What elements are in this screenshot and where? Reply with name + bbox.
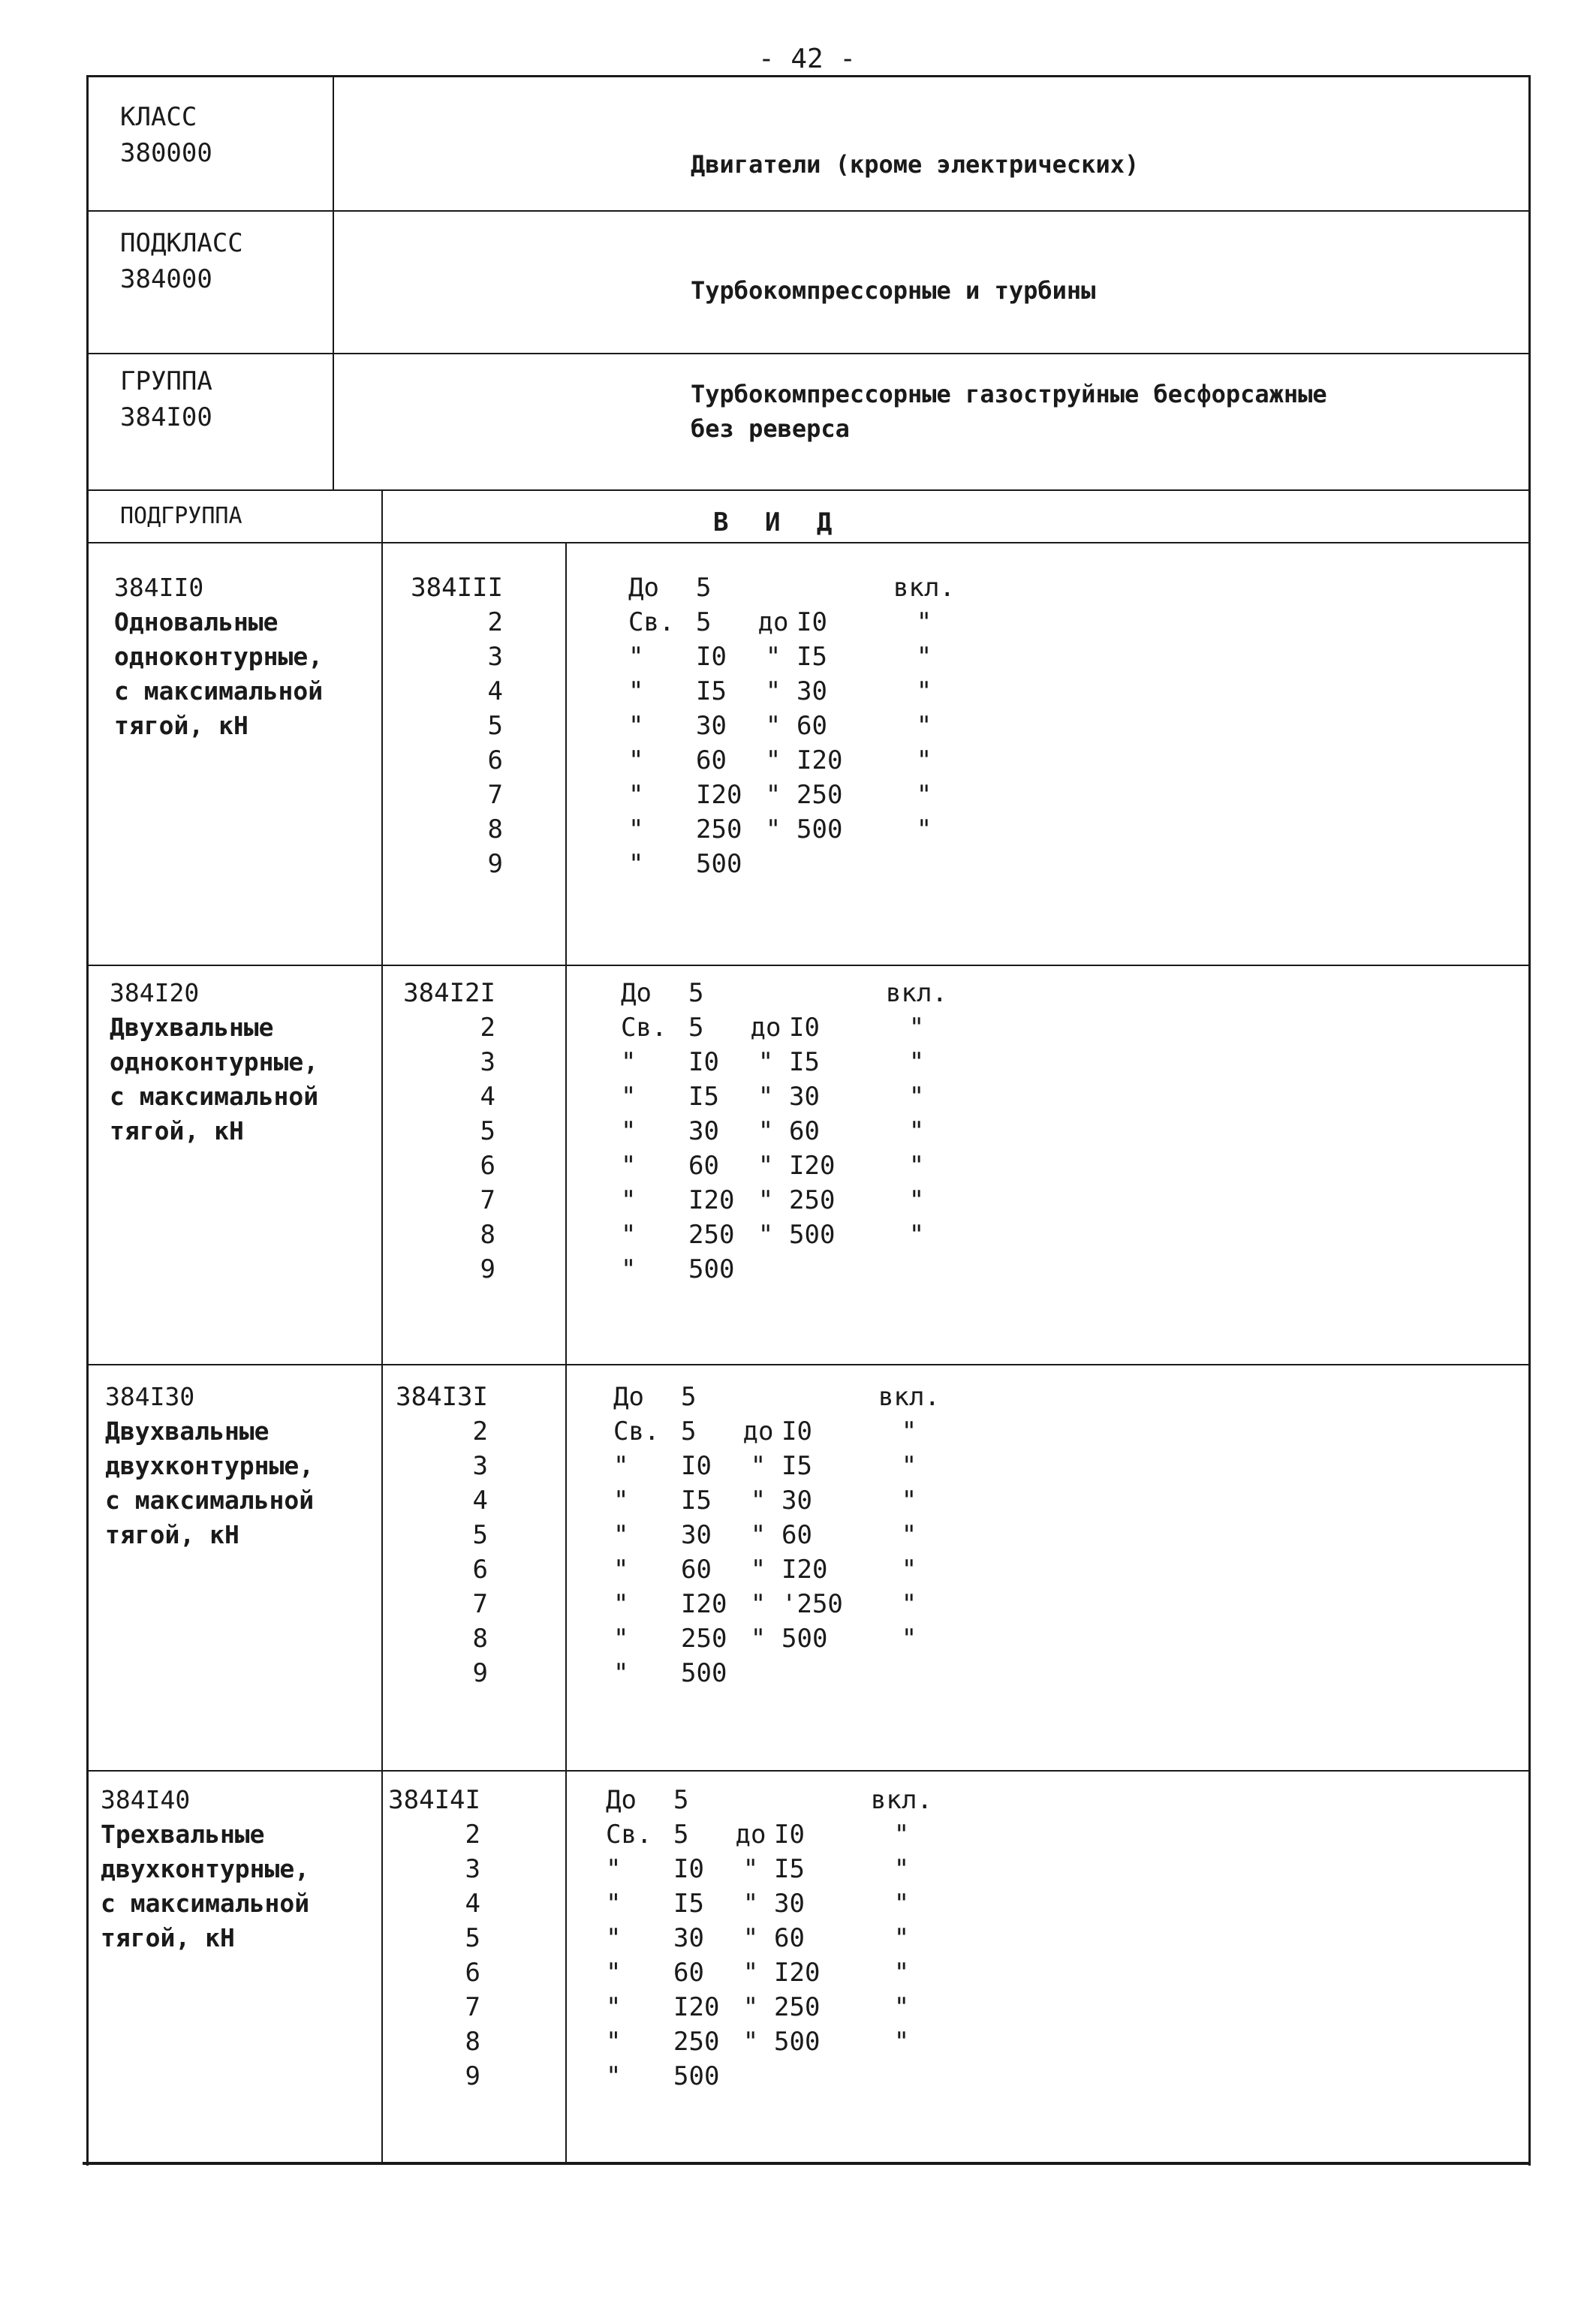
kind-range-part: " [621, 1116, 637, 1146]
kind-range-part: " [765, 642, 781, 672]
subgroup-description-line: одноконтурные, [114, 642, 324, 671]
kind-code: 6 [480, 1151, 495, 1181]
kind-code: 384I4I [388, 1785, 480, 1815]
subgroup-description-line: с максимальной [101, 1889, 310, 1918]
kind-range [606, 1955, 962, 1990]
subgroup-description [114, 570, 323, 743]
kind-range-part: вкл. [886, 978, 947, 1008]
kind-range [613, 1518, 969, 1552]
kind-range-part: 30 [781, 1486, 812, 1516]
kind-range-part: " [916, 814, 932, 844]
kind-code: 4 [472, 1486, 488, 1516]
subgroup-code: 384II0 [114, 573, 204, 602]
kind-range-part: вкл. [871, 1785, 932, 1815]
subclass-title: Турбокомпрессорные и турбины [691, 276, 1096, 305]
kind-range-part: I5 [774, 1854, 805, 1884]
kind-range-part: 250 [789, 1185, 836, 1215]
kind-range-part: 500 [774, 2027, 821, 2057]
kind-range-part: 5 [673, 1820, 689, 1850]
subgroup-code: 384I40 [101, 1785, 191, 1814]
kind-range-part: " [742, 1923, 759, 1953]
kind-range-part: вкл. [893, 573, 955, 603]
kind-range-part: " [908, 1116, 925, 1146]
kind-code: 5 [472, 1520, 488, 1550]
subgroup-description-line: Двухвальные [105, 1416, 270, 1446]
subclass-label-cell [120, 225, 243, 297]
kind-range-part: " [916, 642, 932, 672]
kind-range-part: 250 [673, 2027, 720, 2057]
kind-range-part: " [750, 1451, 766, 1481]
kind-range-part: " [613, 1624, 629, 1654]
kind-range-part: До [613, 1382, 644, 1412]
kind-range-part: " [916, 780, 932, 810]
kind-range-part: " [757, 1082, 774, 1112]
kind-range-part: " [908, 1185, 925, 1215]
kind-range-part: " [893, 2027, 910, 2057]
subgroup-description-line: с максимальной [114, 676, 324, 706]
class-label: КЛАСС [120, 102, 197, 132]
class-title: Двигатели (кроме электрических) [691, 150, 1140, 179]
kind-range-part: I20 [681, 1589, 727, 1619]
kind-code: 5 [480, 1116, 495, 1146]
kind-range-part: " [901, 1555, 917, 1585]
kind-code: 4 [465, 1889, 480, 1919]
kind-range-part: " [628, 676, 644, 706]
kind-range-part: " [893, 1854, 910, 1884]
kind-range [606, 2059, 962, 2094]
kind-range-part: I0 [781, 1416, 812, 1447]
kind-range-part: " [606, 1889, 622, 1919]
kind-range-part: 250 [696, 814, 742, 844]
kind-range-part: 30 [688, 1116, 719, 1146]
kind-range-part: " [765, 814, 781, 844]
kind-range [613, 1449, 969, 1483]
kind-range-part: " [606, 2061, 622, 2091]
kind-range-part: вкл. [878, 1382, 940, 1412]
kind-range-part: " [628, 711, 644, 741]
kind-range-part: " [893, 1923, 910, 1953]
kind-range-part: " [901, 1624, 917, 1654]
kind-range-part: 500 [681, 1658, 727, 1688]
kind-range-part: До [606, 1785, 637, 1815]
group-code: 384I00 [120, 402, 212, 432]
subgroup-description [105, 1380, 314, 1552]
kind-range-part: " [893, 1958, 910, 1988]
kind-range-part: I5 [781, 1451, 812, 1481]
kind-range-part: " [613, 1555, 629, 1585]
kind-range-part: 5 [688, 978, 704, 1008]
kind-range [621, 1114, 977, 1148]
kind-range-part: " [742, 2027, 759, 2057]
kind-range-part: 5 [688, 1013, 704, 1043]
kind-range-part: 60 [789, 1116, 820, 1146]
kind-range-part: 30 [796, 676, 827, 706]
kind-range-part: I5 [681, 1486, 712, 1516]
kind-range [628, 847, 984, 881]
kind-range-part: " [628, 814, 644, 844]
kind-range-part: I0 [681, 1451, 712, 1481]
kind-range-part: до [735, 1820, 766, 1850]
kind-range-part: 60 [796, 711, 827, 741]
kind-range-part: " [613, 1520, 629, 1550]
subgroup-code: 384I20 [110, 978, 200, 1007]
kind-range-part: Св. [613, 1416, 660, 1447]
kind-code: 6 [472, 1555, 488, 1585]
kind-range [606, 1783, 962, 1817]
kind-range-part: " [908, 1082, 925, 1112]
kind-range [628, 605, 984, 640]
kind-range [628, 743, 984, 778]
kind-code: 6 [465, 1958, 480, 1988]
kind-range-part: 5 [696, 607, 712, 637]
subclass-label: ПОДКЛАСС [120, 228, 243, 258]
kind-range-part: до [757, 607, 789, 637]
kind-range-part: 30 [673, 1923, 704, 1953]
kind-range-part: I5 [796, 642, 827, 672]
subgroup-code: 384I30 [105, 1382, 195, 1411]
kind-range-part: " [757, 1151, 774, 1181]
kind-range-part: Св. [606, 1820, 652, 1850]
kind-range-part: " [750, 1555, 766, 1585]
kind-code: 384III [411, 573, 503, 603]
kind-range-part: 60 [696, 745, 727, 775]
kind-range-part: 5 [673, 1785, 689, 1815]
subgroup-description [110, 976, 318, 1148]
kind-range-part: I0 [774, 1820, 805, 1850]
kind-code: 6 [487, 745, 503, 775]
kind-range [613, 1621, 969, 1656]
kind-range-part: 500 [796, 814, 843, 844]
kind-range-part: " [765, 676, 781, 706]
kind-range-part: " [628, 745, 644, 775]
kind-range-part: " [901, 1520, 917, 1550]
kind-range-part: " [621, 1151, 637, 1181]
kind-range [628, 709, 984, 743]
kind-range-part: " [916, 745, 932, 775]
kind-range-part: 500 [781, 1624, 828, 1654]
kind-code: 2 [487, 607, 503, 637]
kind-range [613, 1656, 969, 1690]
subgroup-description-line: тягой, кН [110, 1116, 244, 1145]
kind-code: 4 [480, 1082, 495, 1112]
kind-code: 384I2I [403, 978, 495, 1008]
kind-column-header: В И Д [713, 507, 843, 537]
kind-range-part: Св. [621, 1013, 667, 1043]
subgroup-description-line: с максимальной [105, 1486, 315, 1515]
kind-range-part: " [613, 1486, 629, 1516]
kind-code: 7 [472, 1589, 488, 1619]
kind-range-part: I0 [796, 607, 827, 637]
kind-code: 2 [465, 1820, 480, 1850]
kind-code: 7 [465, 1992, 480, 2022]
kind-range-part: " [742, 1992, 759, 2022]
kind-range-part: " [908, 1151, 925, 1181]
kind-range-part: " [893, 1820, 910, 1850]
kind-code: 3 [487, 642, 503, 672]
kind-range-part: " [901, 1486, 917, 1516]
kind-range-part: " [742, 1889, 759, 1919]
kind-code: 384I3I [396, 1382, 488, 1412]
kind-range-part: до [750, 1013, 781, 1043]
kind-range-part: I5 [789, 1047, 820, 1077]
subgroup-description-line: Трехвальные [101, 1820, 265, 1849]
kind-range [621, 976, 977, 1010]
kind-range-part: " [750, 1520, 766, 1550]
kind-code: 5 [487, 711, 503, 741]
class-label-cell [120, 99, 212, 171]
kind-range-part: " [765, 780, 781, 810]
kind-range-part: I20 [688, 1185, 735, 1215]
kind-range-part: I5 [673, 1889, 704, 1919]
kind-range-part: до [742, 1416, 774, 1447]
kind-range-part: " [606, 2027, 622, 2057]
kind-range-part: " [606, 1992, 622, 2022]
kind-range [606, 1852, 962, 1886]
kind-range-part: " [901, 1416, 917, 1447]
kind-range [606, 1817, 962, 1852]
kind-range-part: '250 [781, 1589, 843, 1619]
kind-code: 9 [465, 2061, 480, 2091]
kind-range [613, 1414, 969, 1449]
kind-range-part: 30 [681, 1520, 712, 1550]
subgroup-column-header: ПОДГРУППА [120, 503, 242, 529]
kind-range-part: " [621, 1185, 637, 1215]
class-code: 380000 [120, 138, 212, 168]
subgroup-description-line: Одновальные [114, 607, 279, 637]
kind-range [628, 812, 984, 847]
kind-range-part: " [757, 1116, 774, 1146]
kind-range-part: " [901, 1451, 917, 1481]
kind-range-part: I5 [696, 676, 727, 706]
kind-range [621, 1045, 977, 1079]
kind-range-part: " [893, 1889, 910, 1919]
kind-range-part: 250 [688, 1220, 735, 1250]
subgroup-description-line: двухконтурные, [105, 1451, 315, 1480]
kind-code: 3 [465, 1854, 480, 1884]
kind-range-part: " [916, 711, 932, 741]
kind-range-part: " [750, 1486, 766, 1516]
kind-range-part: " [916, 607, 932, 637]
kind-range-part: " [908, 1220, 925, 1250]
kind-range-part: " [742, 1958, 759, 1988]
kind-range-part: " [916, 676, 932, 706]
kind-range-part: " [908, 1047, 925, 1077]
kind-range-part: 250 [796, 780, 843, 810]
kind-range-part: " [765, 711, 781, 741]
kind-range [621, 1010, 977, 1045]
kind-range [606, 1921, 962, 1955]
kind-range-part: " [606, 1854, 622, 1884]
kind-range [613, 1552, 969, 1587]
kind-range-part: 500 [688, 1254, 735, 1284]
kind-range-part: " [621, 1047, 637, 1077]
kind-range-part: 5 [681, 1416, 697, 1447]
kind-range-part: " [765, 745, 781, 775]
kind-range-part: I20 [796, 745, 843, 775]
kind-range [606, 1990, 962, 2025]
kind-range-part: " [750, 1624, 766, 1654]
kind-range-part: I0 [673, 1854, 704, 1884]
kind-code: 2 [472, 1416, 488, 1447]
kind-range-part: " [757, 1220, 774, 1250]
kind-code: 8 [472, 1624, 488, 1654]
kind-range [621, 1183, 977, 1218]
kind-range-part: 500 [789, 1220, 836, 1250]
group-label-cell [120, 363, 212, 435]
kind-range-part: " [742, 1854, 759, 1884]
kind-range-part: I0 [696, 642, 727, 672]
kind-range-part: 500 [673, 2061, 720, 2091]
kind-range-part: " [621, 1082, 637, 1112]
kind-range [621, 1218, 977, 1252]
kind-range [621, 1252, 977, 1287]
kind-range-part: " [757, 1185, 774, 1215]
subgroup-description-line: с максимальной [110, 1082, 319, 1111]
kind-range [628, 778, 984, 812]
subgroup-description-line: тягой, кН [101, 1923, 235, 1952]
kind-code: 8 [465, 2027, 480, 2057]
kind-range-part: Св. [628, 607, 675, 637]
kind-range-part: 30 [774, 1889, 805, 1919]
group-label: ГРУППА [120, 366, 212, 396]
kind-range-part: " [628, 849, 644, 879]
kind-range [606, 2025, 962, 2059]
kind-range-part: 250 [774, 1992, 821, 2022]
kind-range [628, 640, 984, 674]
kind-range [613, 1483, 969, 1518]
subgroup-description-line: двухконтурные, [101, 1854, 310, 1883]
kind-range-part: 500 [696, 849, 742, 879]
kind-range-part: 250 [681, 1624, 727, 1654]
kind-range-part: 60 [781, 1520, 812, 1550]
kind-range-part: I0 [688, 1047, 719, 1077]
kind-range-part: 5 [696, 573, 712, 603]
kind-code: 2 [480, 1013, 495, 1043]
kind-range-part: " [893, 1992, 910, 2022]
kind-range-part: " [628, 642, 644, 672]
kind-range-part: 60 [681, 1555, 712, 1585]
subgroup-description [101, 1783, 309, 1955]
kind-code: 3 [480, 1047, 495, 1077]
kind-range-part: " [750, 1589, 766, 1619]
page-number: - 42 - [758, 44, 857, 74]
kind-range-part: До [628, 573, 659, 603]
subgroup-description-line: тягой, кН [105, 1520, 239, 1549]
kind-code: 9 [480, 1254, 495, 1284]
kind-range [621, 1148, 977, 1183]
kind-range-part: 60 [688, 1151, 719, 1181]
subgroup-description-line: Двухвальные [110, 1013, 274, 1042]
kind-range [628, 570, 984, 605]
kind-range-part: I20 [774, 1958, 821, 1988]
kind-range-part: " [621, 1254, 637, 1284]
kind-range-part: I0 [789, 1013, 820, 1043]
kind-range-part: I20 [781, 1555, 828, 1585]
kind-code: 5 [465, 1923, 480, 1953]
kind-code: 7 [487, 780, 503, 810]
group-title: Турбокомпрессорные газоструйные бесфорсажные без реверса [691, 380, 1327, 443]
kind-range [628, 674, 984, 709]
kind-range-part: " [908, 1013, 925, 1043]
subgroup-description-line: тягой, кН [114, 711, 248, 740]
kind-range-part: I5 [688, 1082, 719, 1112]
kind-code: 7 [480, 1185, 495, 1215]
kind-range-part: I20 [696, 780, 742, 810]
kind-range [606, 1886, 962, 1921]
subgroup-description-line: одноконтурные, [110, 1047, 319, 1076]
kind-range [621, 1079, 977, 1114]
kind-range-part: " [606, 1923, 622, 1953]
kind-code: 9 [472, 1658, 488, 1688]
kind-range-part: " [613, 1589, 629, 1619]
kind-range [613, 1380, 969, 1414]
kind-code: 4 [487, 676, 503, 706]
kind-range-part: " [613, 1658, 629, 1688]
kind-code: 8 [487, 814, 503, 844]
subclass-code: 384000 [120, 264, 212, 294]
kind-range-part: " [628, 780, 644, 810]
kind-range-part: " [613, 1451, 629, 1481]
kind-range-part: I20 [673, 1992, 720, 2022]
kind-range-part: " [757, 1047, 774, 1077]
kind-range-part: 30 [696, 711, 727, 741]
kind-range-part: " [901, 1589, 917, 1619]
kind-range-part: 30 [789, 1082, 820, 1112]
kind-range-part: 60 [774, 1923, 805, 1953]
kind-range-part: 60 [673, 1958, 704, 1988]
kind-range-part: До [621, 978, 652, 1008]
kind-code: 8 [480, 1220, 495, 1250]
kind-range-part: " [606, 1958, 622, 1988]
kind-code: 9 [487, 849, 503, 879]
kind-range-part: I20 [789, 1151, 836, 1181]
kind-range-part: " [621, 1220, 637, 1250]
kind-code: 3 [472, 1451, 488, 1481]
kind-range [613, 1587, 969, 1621]
kind-range-part: 5 [681, 1382, 697, 1412]
